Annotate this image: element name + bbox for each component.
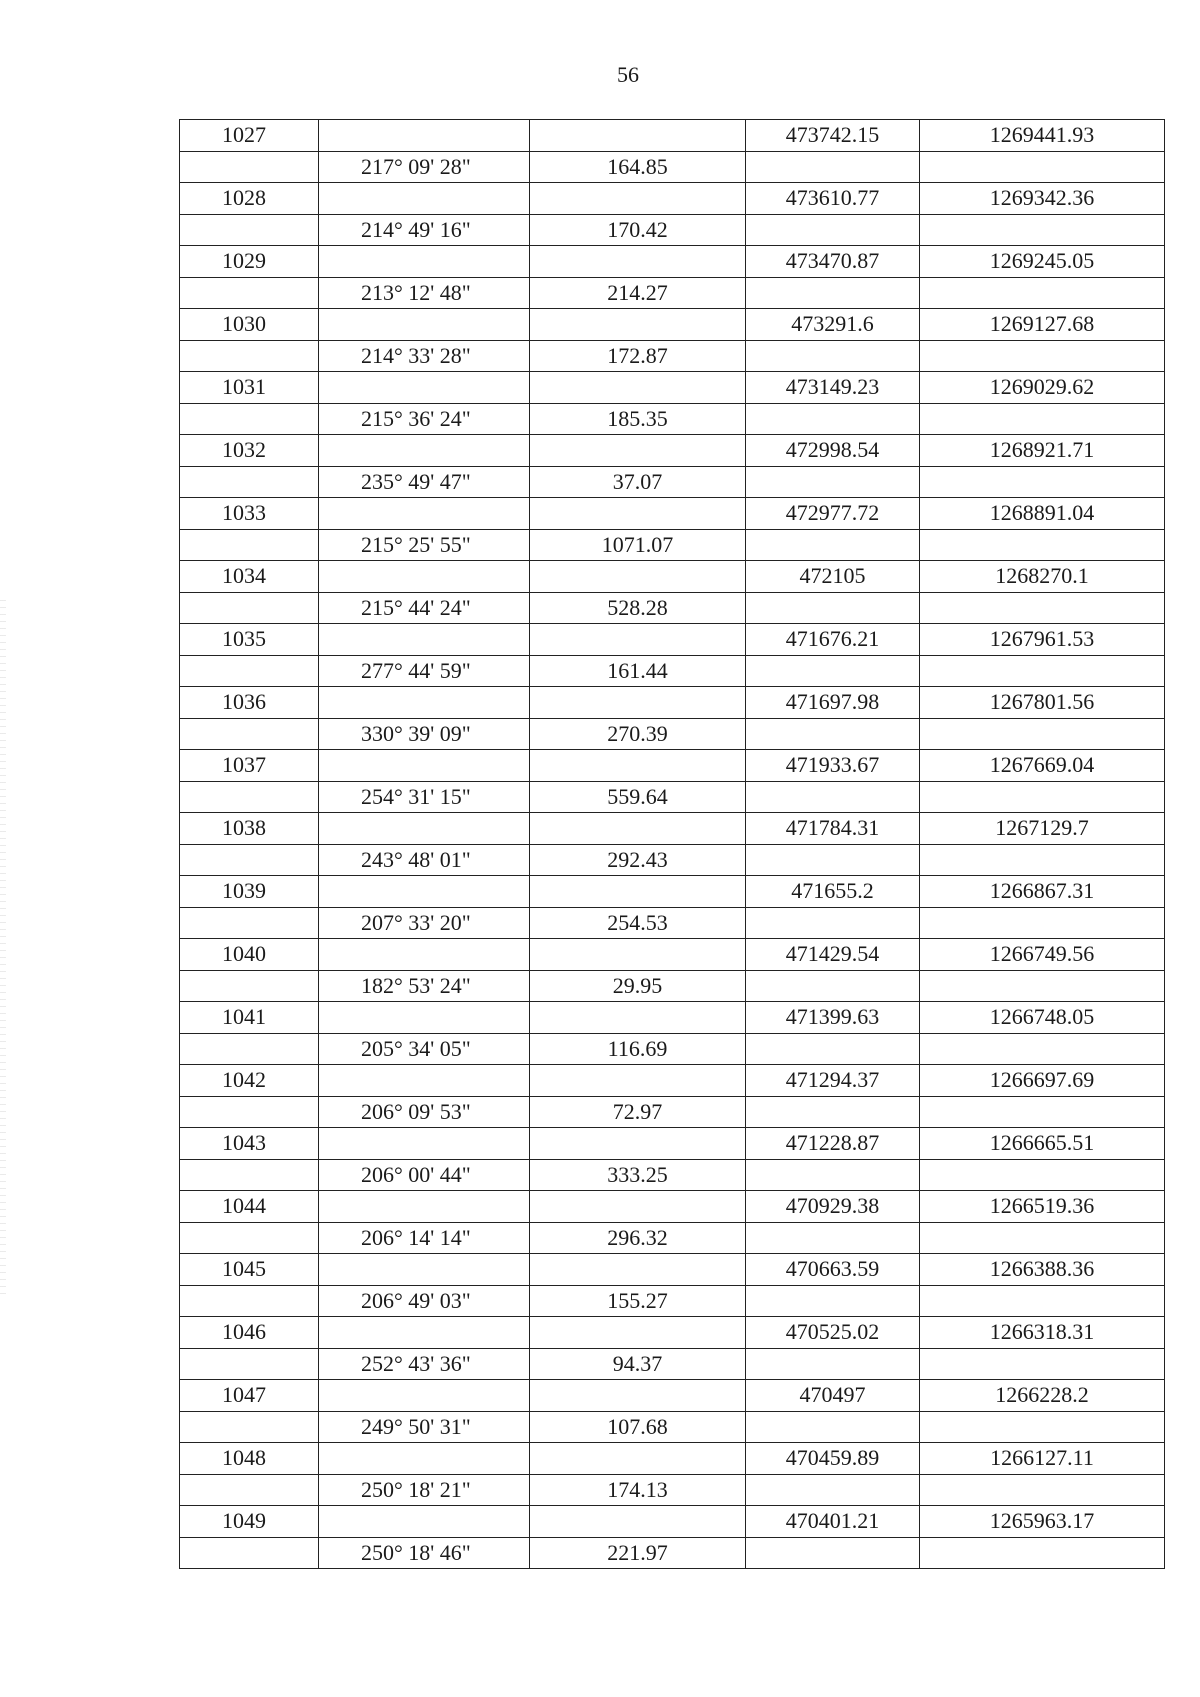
empty-y-cell xyxy=(920,1033,1165,1065)
empty-distance-cell xyxy=(530,1128,746,1160)
empty-bearing-cell xyxy=(319,183,530,215)
y-coordinate-cell: 1266749.56 xyxy=(920,939,1165,971)
empty-point-cell xyxy=(180,970,319,1002)
empty-y-cell xyxy=(920,1285,1165,1317)
empty-distance-cell xyxy=(530,687,746,719)
empty-x-cell xyxy=(746,1159,920,1191)
segment-row xyxy=(180,1285,1165,1317)
segment-row xyxy=(180,1096,1165,1128)
empty-distance-cell xyxy=(530,750,746,782)
bearing-cell: 214° 33' 28" xyxy=(319,340,530,372)
bearing-cell: 205° 34' 05" xyxy=(319,1033,530,1065)
x-coordinate-cell: 473470.87 xyxy=(746,246,920,278)
point-row xyxy=(180,183,1165,215)
coordinates-table xyxy=(179,119,1165,1569)
empty-bearing-cell xyxy=(319,624,530,656)
segment-row xyxy=(180,781,1165,813)
segment-row xyxy=(180,718,1165,750)
empty-point-cell xyxy=(180,844,319,876)
point-row xyxy=(180,624,1165,656)
y-coordinate-cell: 1266748.05 xyxy=(920,1002,1165,1034)
empty-x-cell xyxy=(746,970,920,1002)
segment-row xyxy=(180,970,1165,1002)
y-coordinate-cell: 1266867.31 xyxy=(920,876,1165,908)
y-coordinate-cell: 1266228.2 xyxy=(920,1380,1165,1412)
y-coordinate-cell: 1267669.04 xyxy=(920,750,1165,782)
empty-x-cell xyxy=(746,340,920,372)
x-coordinate-cell: 473742.15 xyxy=(746,120,920,152)
empty-distance-cell xyxy=(530,876,746,908)
empty-y-cell xyxy=(920,529,1165,561)
x-coordinate-cell: 470401.21 xyxy=(746,1506,920,1538)
distance-cell: 559.64 xyxy=(530,781,746,813)
segment-row xyxy=(180,1159,1165,1191)
empty-distance-cell xyxy=(530,435,746,467)
x-coordinate-cell: 473291.6 xyxy=(746,309,920,341)
empty-x-cell xyxy=(746,718,920,750)
empty-point-cell xyxy=(180,403,319,435)
empty-y-cell xyxy=(920,1222,1165,1254)
bearing-cell: 207° 33' 20" xyxy=(319,907,530,939)
empty-distance-cell xyxy=(530,246,746,278)
empty-x-cell xyxy=(746,1096,920,1128)
distance-cell: 164.85 xyxy=(530,151,746,183)
segment-row xyxy=(180,1222,1165,1254)
empty-x-cell xyxy=(746,1411,920,1443)
empty-distance-cell xyxy=(530,498,746,530)
empty-bearing-cell xyxy=(319,309,530,341)
bearing-cell: 243° 48' 01" xyxy=(319,844,530,876)
point-number-cell: 1049 xyxy=(180,1506,319,1538)
point-row xyxy=(180,1380,1165,1412)
distance-cell: 170.42 xyxy=(530,214,746,246)
empty-bearing-cell xyxy=(319,1191,530,1223)
empty-bearing-cell xyxy=(319,246,530,278)
empty-point-cell xyxy=(180,529,319,561)
empty-distance-cell xyxy=(530,939,746,971)
empty-bearing-cell xyxy=(319,561,530,593)
empty-x-cell xyxy=(746,1348,920,1380)
distance-cell: 1071.07 xyxy=(530,529,746,561)
y-coordinate-cell: 1266388.36 xyxy=(920,1254,1165,1286)
point-number-cell: 1035 xyxy=(180,624,319,656)
bearing-cell: 250° 18' 21" xyxy=(319,1474,530,1506)
bearing-cell: 252° 43' 36" xyxy=(319,1348,530,1380)
distance-cell: 528.28 xyxy=(530,592,746,624)
segment-row xyxy=(180,340,1165,372)
point-number-cell: 1041 xyxy=(180,1002,319,1034)
point-number-cell: 1027 xyxy=(180,120,319,152)
y-coordinate-cell: 1269441.93 xyxy=(920,120,1165,152)
point-row xyxy=(180,561,1165,593)
empty-distance-cell xyxy=(530,1506,746,1538)
point-number-cell: 1043 xyxy=(180,1128,319,1160)
empty-bearing-cell xyxy=(319,1128,530,1160)
empty-distance-cell xyxy=(530,309,746,341)
empty-x-cell xyxy=(746,1222,920,1254)
y-coordinate-cell: 1269127.68 xyxy=(920,309,1165,341)
empty-bearing-cell xyxy=(319,1317,530,1349)
empty-point-cell xyxy=(180,1222,319,1254)
y-coordinate-cell: 1269342.36 xyxy=(920,183,1165,215)
point-row xyxy=(180,1065,1165,1097)
segment-row xyxy=(180,151,1165,183)
empty-point-cell xyxy=(180,1033,319,1065)
empty-x-cell xyxy=(746,1474,920,1506)
x-coordinate-cell: 470497 xyxy=(746,1380,920,1412)
segment-row xyxy=(180,1348,1165,1380)
empty-y-cell xyxy=(920,214,1165,246)
segment-row xyxy=(180,214,1165,246)
distance-cell: 29.95 xyxy=(530,970,746,1002)
empty-point-cell xyxy=(180,781,319,813)
x-coordinate-cell: 472977.72 xyxy=(746,498,920,530)
empty-bearing-cell xyxy=(319,435,530,467)
empty-x-cell xyxy=(746,1033,920,1065)
bearing-cell: 206° 49' 03" xyxy=(319,1285,530,1317)
empty-x-cell xyxy=(746,844,920,876)
point-row xyxy=(180,498,1165,530)
y-coordinate-cell: 1267961.53 xyxy=(920,624,1165,656)
empty-distance-cell xyxy=(530,120,746,152)
empty-bearing-cell xyxy=(319,1443,530,1475)
distance-cell: 221.97 xyxy=(530,1537,746,1569)
empty-distance-cell xyxy=(530,813,746,845)
distance-cell: 72.97 xyxy=(530,1096,746,1128)
empty-point-cell xyxy=(180,1159,319,1191)
empty-y-cell xyxy=(920,466,1165,498)
point-number-cell: 1032 xyxy=(180,435,319,467)
segment-row xyxy=(180,1474,1165,1506)
empty-bearing-cell xyxy=(319,876,530,908)
bearing-cell: 215° 44' 24" xyxy=(319,592,530,624)
empty-y-cell xyxy=(920,1537,1165,1569)
point-number-cell: 1040 xyxy=(180,939,319,971)
empty-point-cell xyxy=(180,1096,319,1128)
distance-cell: 107.68 xyxy=(530,1411,746,1443)
point-number-cell: 1029 xyxy=(180,246,319,278)
empty-point-cell xyxy=(180,1285,319,1317)
distance-cell: 174.13 xyxy=(530,1474,746,1506)
x-coordinate-cell: 471228.87 xyxy=(746,1128,920,1160)
segment-row xyxy=(180,655,1165,687)
point-number-cell: 1042 xyxy=(180,1065,319,1097)
empty-y-cell xyxy=(920,1159,1165,1191)
bearing-cell: 250° 18' 46" xyxy=(319,1537,530,1569)
point-row xyxy=(180,1254,1165,1286)
segment-row xyxy=(180,1411,1165,1443)
bearing-cell: 182° 53' 24" xyxy=(319,970,530,1002)
empty-distance-cell xyxy=(530,1002,746,1034)
y-coordinate-cell: 1266318.31 xyxy=(920,1317,1165,1349)
empty-y-cell xyxy=(920,403,1165,435)
segment-row xyxy=(180,466,1165,498)
bearing-cell: 235° 49' 47" xyxy=(319,466,530,498)
empty-y-cell xyxy=(920,844,1165,876)
empty-bearing-cell xyxy=(319,1254,530,1286)
point-number-cell: 1039 xyxy=(180,876,319,908)
distance-cell: 185.35 xyxy=(530,403,746,435)
empty-point-cell xyxy=(180,151,319,183)
x-coordinate-cell: 470663.59 xyxy=(746,1254,920,1286)
distance-cell: 254.53 xyxy=(530,907,746,939)
bearing-cell: 330° 39' 09" xyxy=(319,718,530,750)
x-coordinate-cell: 471933.67 xyxy=(746,750,920,782)
empty-x-cell xyxy=(746,466,920,498)
empty-x-cell xyxy=(746,1537,920,1569)
point-row xyxy=(180,750,1165,782)
empty-y-cell xyxy=(920,781,1165,813)
empty-bearing-cell xyxy=(319,1002,530,1034)
point-row xyxy=(180,309,1165,341)
point-number-cell: 1030 xyxy=(180,309,319,341)
x-coordinate-cell: 471655.2 xyxy=(746,876,920,908)
segment-row xyxy=(180,592,1165,624)
distance-cell: 172.87 xyxy=(530,340,746,372)
empty-bearing-cell xyxy=(319,1380,530,1412)
empty-point-cell xyxy=(180,1537,319,1569)
point-number-cell: 1047 xyxy=(180,1380,319,1412)
bearing-cell: 217° 09' 28" xyxy=(319,151,530,183)
empty-point-cell xyxy=(180,1411,319,1443)
point-row xyxy=(180,1443,1165,1475)
y-coordinate-cell: 1268891.04 xyxy=(920,498,1165,530)
point-number-cell: 1044 xyxy=(180,1191,319,1223)
empty-point-cell xyxy=(180,592,319,624)
bearing-cell: 215° 25' 55" xyxy=(319,529,530,561)
y-coordinate-cell: 1267801.56 xyxy=(920,687,1165,719)
empty-y-cell xyxy=(920,1348,1165,1380)
empty-y-cell xyxy=(920,592,1165,624)
empty-y-cell xyxy=(920,1411,1165,1443)
bearing-cell: 213° 12' 48" xyxy=(319,277,530,309)
empty-x-cell xyxy=(746,277,920,309)
empty-bearing-cell xyxy=(319,750,530,782)
empty-point-cell xyxy=(180,718,319,750)
x-coordinate-cell: 473610.77 xyxy=(746,183,920,215)
bearing-cell: 254° 31' 15" xyxy=(319,781,530,813)
x-coordinate-cell: 472998.54 xyxy=(746,435,920,467)
empty-y-cell xyxy=(920,970,1165,1002)
distance-cell: 270.39 xyxy=(530,718,746,750)
empty-y-cell xyxy=(920,151,1165,183)
x-coordinate-cell: 470929.38 xyxy=(746,1191,920,1223)
empty-x-cell xyxy=(746,529,920,561)
empty-distance-cell xyxy=(530,1065,746,1097)
x-coordinate-cell: 470525.02 xyxy=(746,1317,920,1349)
table-body xyxy=(180,120,1165,1569)
empty-distance-cell xyxy=(530,1191,746,1223)
bearing-cell: 249° 50' 31" xyxy=(319,1411,530,1443)
empty-bearing-cell xyxy=(319,813,530,845)
empty-x-cell xyxy=(746,151,920,183)
distance-cell: 94.37 xyxy=(530,1348,746,1380)
point-number-cell: 1038 xyxy=(180,813,319,845)
point-row xyxy=(180,687,1165,719)
point-row xyxy=(180,120,1165,152)
empty-point-cell xyxy=(180,655,319,687)
empty-y-cell xyxy=(920,340,1165,372)
empty-point-cell xyxy=(180,1348,319,1380)
empty-x-cell xyxy=(746,907,920,939)
point-row xyxy=(180,1506,1165,1538)
point-number-cell: 1046 xyxy=(180,1317,319,1349)
empty-distance-cell xyxy=(530,1254,746,1286)
empty-x-cell xyxy=(746,655,920,687)
empty-point-cell xyxy=(180,340,319,372)
segment-row xyxy=(180,277,1165,309)
empty-bearing-cell xyxy=(319,687,530,719)
page-number: 56 xyxy=(617,62,639,87)
y-coordinate-cell: 1266665.51 xyxy=(920,1128,1165,1160)
empty-distance-cell xyxy=(530,183,746,215)
empty-point-cell xyxy=(180,214,319,246)
empty-bearing-cell xyxy=(319,1506,530,1538)
empty-point-cell xyxy=(180,277,319,309)
empty-bearing-cell xyxy=(319,939,530,971)
distance-cell: 161.44 xyxy=(530,655,746,687)
point-row xyxy=(180,246,1165,278)
empty-x-cell xyxy=(746,781,920,813)
x-coordinate-cell: 471399.63 xyxy=(746,1002,920,1034)
point-row xyxy=(180,813,1165,845)
empty-distance-cell xyxy=(530,372,746,404)
y-coordinate-cell: 1266697.69 xyxy=(920,1065,1165,1097)
y-coordinate-cell: 1265963.17 xyxy=(920,1506,1165,1538)
segment-row xyxy=(180,529,1165,561)
segment-row xyxy=(180,907,1165,939)
empty-x-cell xyxy=(746,1285,920,1317)
point-row xyxy=(180,876,1165,908)
empty-y-cell xyxy=(920,655,1165,687)
point-row xyxy=(180,435,1165,467)
empty-x-cell xyxy=(746,592,920,624)
empty-distance-cell xyxy=(530,1443,746,1475)
empty-distance-cell xyxy=(530,1380,746,1412)
empty-distance-cell xyxy=(530,561,746,593)
segment-row xyxy=(180,1033,1165,1065)
empty-point-cell xyxy=(180,466,319,498)
y-coordinate-cell: 1266127.11 xyxy=(920,1443,1165,1475)
point-number-cell: 1034 xyxy=(180,561,319,593)
y-coordinate-cell: 1268921.71 xyxy=(920,435,1165,467)
point-number-cell: 1045 xyxy=(180,1254,319,1286)
empty-bearing-cell xyxy=(319,1065,530,1097)
x-coordinate-cell: 471697.98 xyxy=(746,687,920,719)
empty-y-cell xyxy=(920,907,1165,939)
point-number-cell: 1033 xyxy=(180,498,319,530)
x-coordinate-cell: 472105 xyxy=(746,561,920,593)
y-coordinate-cell: 1269245.05 xyxy=(920,246,1165,278)
empty-x-cell xyxy=(746,214,920,246)
distance-cell: 333.25 xyxy=(530,1159,746,1191)
point-row xyxy=(180,372,1165,404)
point-row xyxy=(180,1128,1165,1160)
empty-y-cell xyxy=(920,1474,1165,1506)
point-row xyxy=(180,1002,1165,1034)
bearing-cell: 206° 14' 14" xyxy=(319,1222,530,1254)
bearing-cell: 206° 09' 53" xyxy=(319,1096,530,1128)
point-number-cell: 1048 xyxy=(180,1443,319,1475)
empty-x-cell xyxy=(746,403,920,435)
empty-point-cell xyxy=(180,1474,319,1506)
point-row xyxy=(180,1191,1165,1223)
empty-distance-cell xyxy=(530,1317,746,1349)
x-coordinate-cell: 470459.89 xyxy=(746,1443,920,1475)
empty-bearing-cell xyxy=(319,498,530,530)
point-number-cell: 1037 xyxy=(180,750,319,782)
scan-margin-artifact xyxy=(0,600,6,1300)
point-row xyxy=(180,939,1165,971)
point-number-cell: 1036 xyxy=(180,687,319,719)
y-coordinate-cell: 1267129.7 xyxy=(920,813,1165,845)
bearing-cell: 214° 49' 16" xyxy=(319,214,530,246)
x-coordinate-cell: 471784.31 xyxy=(746,813,920,845)
empty-y-cell xyxy=(920,718,1165,750)
empty-point-cell xyxy=(180,907,319,939)
y-coordinate-cell: 1269029.62 xyxy=(920,372,1165,404)
empty-y-cell xyxy=(920,1096,1165,1128)
point-number-cell: 1031 xyxy=(180,372,319,404)
y-coordinate-cell: 1268270.1 xyxy=(920,561,1165,593)
distance-cell: 214.27 xyxy=(530,277,746,309)
point-row xyxy=(180,1317,1165,1349)
x-coordinate-cell: 473149.23 xyxy=(746,372,920,404)
empty-distance-cell xyxy=(530,624,746,656)
bearing-cell: 206° 00' 44" xyxy=(319,1159,530,1191)
bearing-cell: 215° 36' 24" xyxy=(319,403,530,435)
segment-row xyxy=(180,403,1165,435)
empty-bearing-cell xyxy=(319,120,530,152)
empty-y-cell xyxy=(920,277,1165,309)
distance-cell: 292.43 xyxy=(530,844,746,876)
distance-cell: 296.32 xyxy=(530,1222,746,1254)
distance-cell: 155.27 xyxy=(530,1285,746,1317)
distance-cell: 116.69 xyxy=(530,1033,746,1065)
bearing-cell: 277° 44' 59" xyxy=(319,655,530,687)
distance-cell: 37.07 xyxy=(530,466,746,498)
point-number-cell: 1028 xyxy=(180,183,319,215)
empty-bearing-cell xyxy=(319,372,530,404)
x-coordinate-cell: 471676.21 xyxy=(746,624,920,656)
x-coordinate-cell: 471429.54 xyxy=(746,939,920,971)
segment-row xyxy=(180,1537,1165,1569)
y-coordinate-cell: 1266519.36 xyxy=(920,1191,1165,1223)
x-coordinate-cell: 471294.37 xyxy=(746,1065,920,1097)
segment-row xyxy=(180,844,1165,876)
